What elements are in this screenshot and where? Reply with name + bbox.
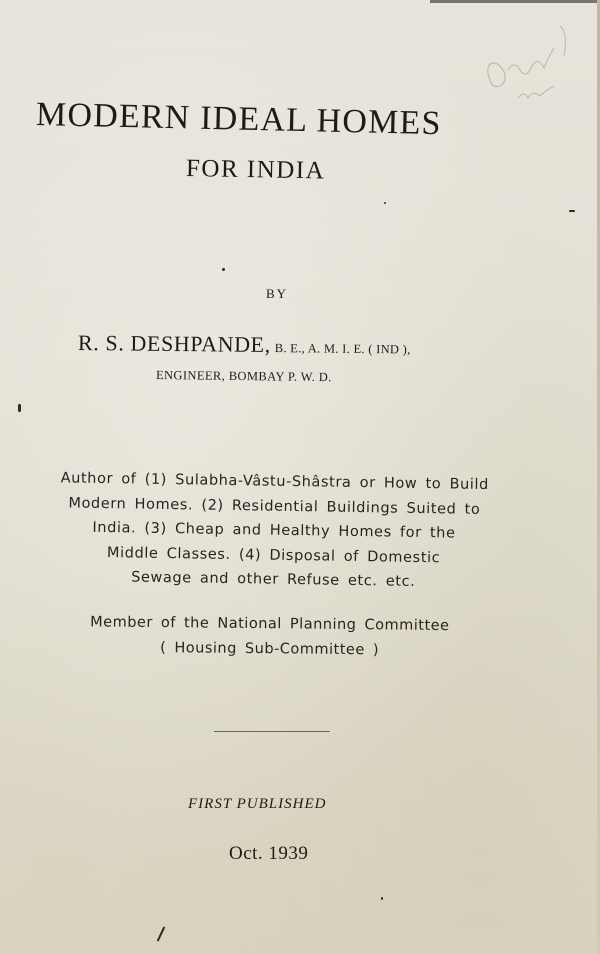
membership-line: Member of the National Planning Committee [90, 614, 450, 635]
author-line [78, 330, 411, 359]
pencil-annotation-icon [478, 20, 578, 100]
paper-speck [384, 202, 386, 204]
section-divider [214, 731, 330, 732]
paper-speck [381, 897, 383, 900]
page-top-edge [430, 0, 600, 3]
first-published-label: FIRST PUBLISHED [188, 796, 327, 812]
other-works [38, 466, 510, 596]
author-qualifications: B. E., A. M. I. E. ( IND ), [274, 341, 411, 357]
paper-speck [18, 404, 21, 412]
author-name: R. S. DESHPANDE, [77, 330, 271, 358]
other-works-line: Author of (1) Sulabha-Vâstu-Shâstra or How to Build [60, 470, 490, 494]
by-label: BY [266, 286, 289, 301]
title-line-1: MODERN IDEAL HOMES [35, 96, 442, 143]
other-works-line: Middle Classes. (4) Disposal of Domestic [106, 544, 441, 566]
other-works-line: Modern Homes. (2) Residential Buildings Suited to [68, 494, 481, 518]
other-works-line: India. (3) Cheap and Healthy Homes for the [92, 519, 456, 542]
other-works-line: Sewage and other Refuse etc. etc. [131, 569, 416, 590]
paper-speck [222, 268, 225, 271]
membership [59, 610, 480, 664]
paper-speck [569, 210, 575, 212]
publication-date: Oct. 1939 [229, 843, 309, 864]
author-position: ENGINEER, BOMBAY P. W. D. [155, 368, 332, 385]
title-line-2: FOR INDIA [185, 155, 326, 185]
paper-mark [157, 926, 166, 941]
membership-line: ( Housing Sub-Committee ) [160, 640, 380, 659]
